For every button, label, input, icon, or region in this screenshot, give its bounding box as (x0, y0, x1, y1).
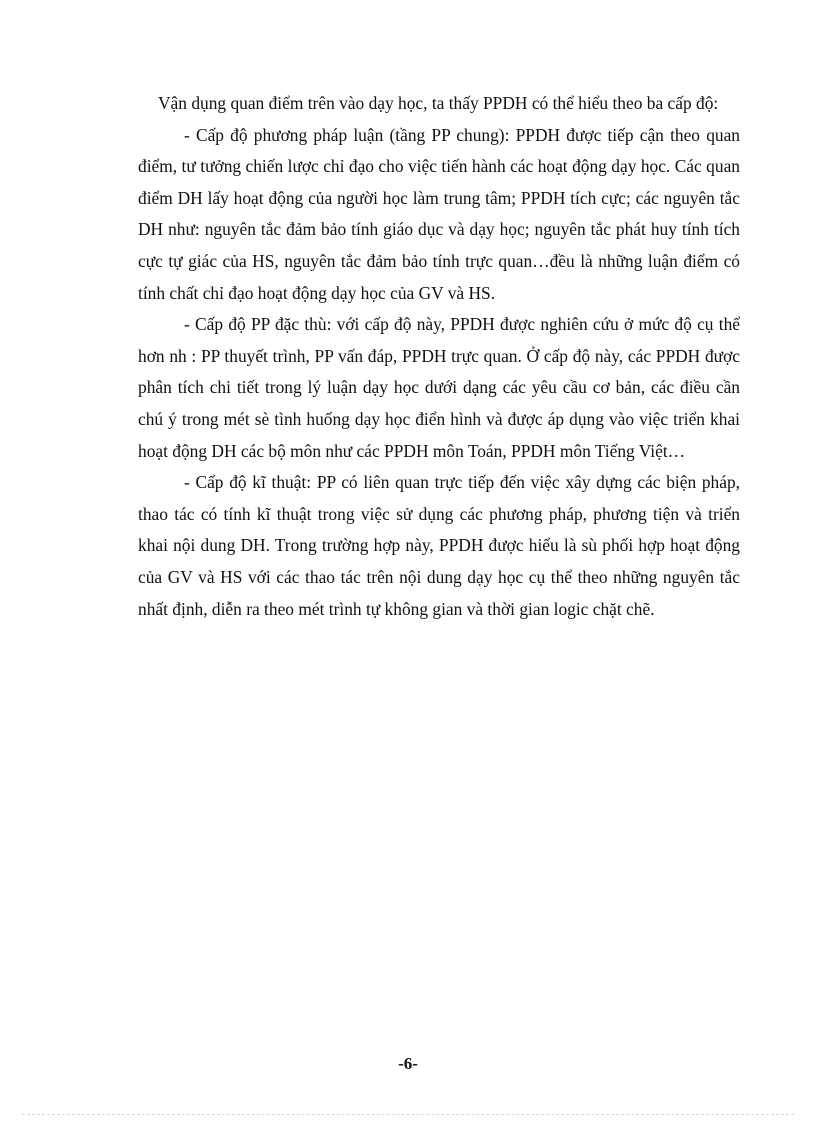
technique-level-paragraph: - Cấp độ kĩ thuật: PP có liên quan trực tiếp đến việc xây dựng các biện pháp, thao tác có tính kĩ thuật trong việc sử dụng các phương pháp, phương tiện và triển khai nội dung DH. Trong trường hợp này, PPDH được hiểu là sù phối hợp hoạt động của GV và HS với các thao tác trên nội dung dạy học cụ thể theo những nguyên tắc nhất định, diễn ra theo mét trình tự không gian và thời gian logic chặt chẽ. (138, 472, 740, 619)
specific-method-level-paragraph: - Cấp độ PP đặc thù: với cấp độ này, PPDH được nghiên cứu ở mức độ cụ thể hơn nh : PP thuyết trình, PP vấn đáp, PPDH trực quan. Ở cấp độ này, các PPDH được phân tích chi tiết trong lý luận dạy học dưới dạng các yêu cầu cơ bản, các điều cần chú ý trong mét sè tình huống dạy học điển hình và được áp dụng vào việc triển khai hoạt động DH các bộ môn như các PPDH môn Toán, PPDH môn Tiếng Việt… (138, 314, 740, 461)
body-text (138, 88, 740, 625)
page-bottom-divider (22, 1114, 794, 1115)
methodology-level-paragraph: - Cấp độ phương pháp luận (tầng PP chung): PPDH được tiếp cận theo quan điểm, tư tưởng chiến lược chỉ đạo cho việc tiến hành các hoạt động dạy học. Các quan điểm DH lấy hoạt động của người học làm trung tâm; PPDH tích cực; các nguyên tắc DH như: nguyên tắc đảm bảo tính giáo dục và dạy học; nguyên tắc phát huy tính tích cực tự giác của HS, nguyên tắc đảm bảo tính trực quan…đều là những luận điểm có tính chất chỉ đạo hoạt động dạy học của GV và HS. (138, 124, 740, 303)
page-number: -6- (398, 1054, 418, 1073)
intro-paragraph: Vận dụng quan điểm trên vào dạy học, ta thấy PPDH có thể hiểu theo ba cấp độ: (158, 93, 719, 113)
